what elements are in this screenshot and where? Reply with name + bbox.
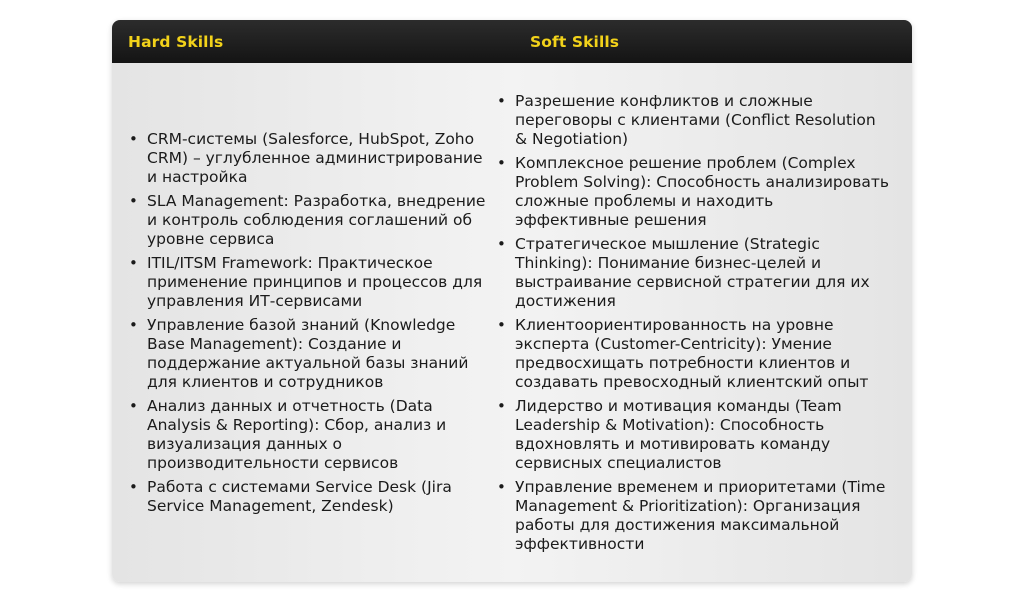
table-header: [112, 20, 912, 63]
soft-skills-heading: Soft Skills: [530, 32, 620, 51]
soft-skill-item: [497, 397, 892, 473]
bullet-icon: •: [129, 191, 138, 210]
bullet-icon: •: [497, 315, 506, 334]
bullet-icon: •: [497, 396, 506, 415]
hard-skill-item-text: Анализ данных и отчетность (Data Analysis & Reporting): Сбор, анализ и визуализация данных о производительности сервисов: [147, 396, 447, 472]
soft-skills-column: [497, 63, 892, 582]
soft-skill-item-text: Комплексное решение проблем (Complex Problem Solving): Способность анализировать сложные проблемы и находить эффективные решения: [515, 153, 890, 229]
hard-skill-item: [129, 397, 497, 473]
soft-skill-item-text: Лидерство и мотивация команды (Team Leadership & Motivation): Способность вдохновлять и мотивировать команду сервисных специалистов: [515, 396, 842, 472]
soft-skills-list: [497, 92, 892, 554]
hard-skill-item-text: Управление базой знаний (Knowledge Base Management): Создание и поддержание актуальной базы знаний для клиентов и сотрудников: [147, 315, 469, 391]
hard-skill-item: [129, 478, 497, 516]
hard-skill-item-text: SLA Management: Разработка, внедрение и контроль соблюдения соглашений об уровне сервиса: [147, 191, 486, 248]
hard-skill-item: [129, 130, 497, 187]
bullet-icon: •: [497, 91, 506, 110]
hard-skills-heading: Hard Skills: [128, 32, 224, 51]
soft-skill-item: [497, 316, 892, 392]
hard-skills-list: [129, 130, 497, 516]
soft-skill-item: [497, 235, 892, 311]
soft-skill-item-text: Клиентоориентированность на уровне эксперта (Customer-Centricity): Умение предвосхищать потребности клиентов и создавать превосходный клиентский опыт: [515, 315, 869, 391]
bullet-icon: •: [129, 129, 138, 148]
hard-skill-item: [129, 192, 497, 249]
hard-skill-item-text: CRM-системы (Salesforce, HubSpot, Zoho CRM) – углубленное администрирование и настройка: [147, 129, 483, 186]
soft-skill-item: [497, 92, 892, 149]
hard-skill-item: [129, 316, 497, 392]
soft-skill-item-text: Стратегическое мышление (Strategic Thinking): Понимание бизнес-целей и выстраивание сервисной стратегии для их достижения: [515, 234, 870, 310]
bullet-icon: •: [497, 477, 506, 496]
bullet-icon: •: [129, 253, 138, 272]
hard-skill-item: [129, 254, 497, 311]
bullet-icon: •: [497, 153, 506, 172]
bullet-icon: •: [129, 315, 138, 334]
soft-skill-item-text: Разрешение конфликтов и сложные переговоры с клиентами (Conflict Resolution & Negotiation): [515, 91, 876, 148]
bullet-icon: •: [497, 234, 506, 253]
soft-skill-item: [497, 478, 892, 554]
hard-skill-item-text: ITIL/ITSM Framework: Практическое применение принципов и процессов для управления ИТ-сервисами: [147, 253, 483, 310]
hard-skill-item-text: Работа с системами Service Desk (Jira Service Management, Zendesk): [147, 477, 452, 515]
bullet-icon: •: [129, 477, 138, 496]
soft-skill-item: [497, 154, 892, 230]
bullet-icon: •: [129, 396, 138, 415]
table-body: [112, 63, 912, 582]
soft-skill-item-text: Управление временем и приоритетами (Time Management & Prioritization): Организация работы для достижения максимальной эффективности: [515, 477, 886, 553]
hard-skills-column: [129, 63, 497, 582]
skills-table: [112, 20, 912, 582]
